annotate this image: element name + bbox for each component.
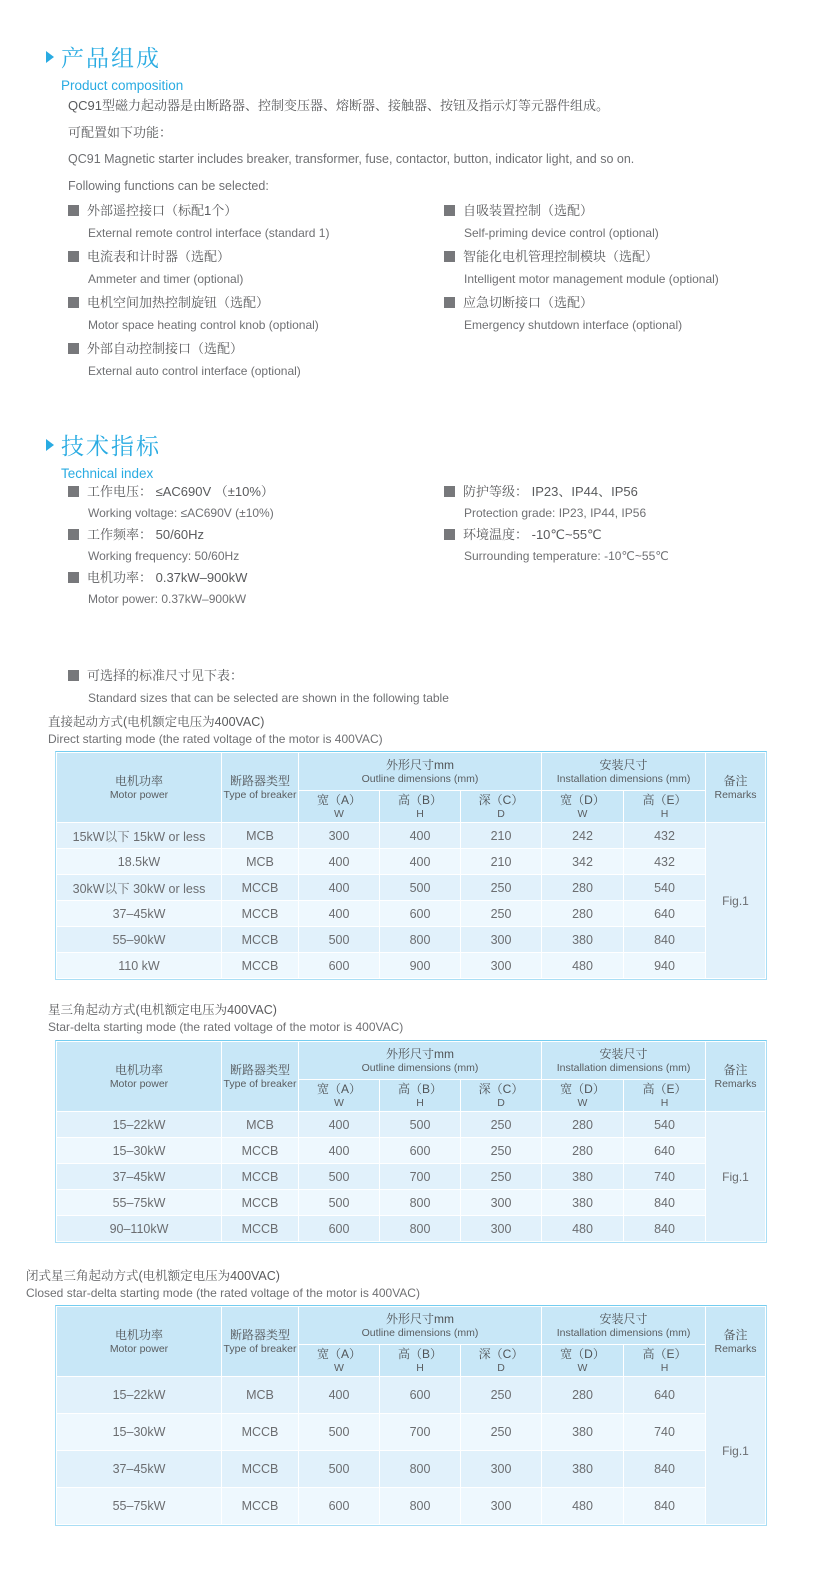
- table-cell: MCB: [222, 849, 299, 875]
- table-cell: 90–110kW: [57, 1216, 222, 1242]
- column-header-zh: 高（E）: [642, 1346, 687, 1361]
- column-header-zh: 断路器类型: [229, 1327, 290, 1342]
- feature-item: [68, 337, 329, 383]
- section-product-composition-header: [46, 40, 183, 93]
- spec-list-right: [444, 481, 669, 567]
- column-header-zh: 安装尺寸: [599, 1311, 648, 1326]
- column-header-en: Type of breaker: [223, 1077, 297, 1090]
- item-text-en: Self-priming device control (optional): [464, 226, 659, 240]
- column-header-zh: 备注: [723, 1327, 748, 1342]
- column-header-zh: 宽（D）: [560, 1081, 605, 1096]
- column-header: [706, 1042, 766, 1112]
- table-title-zh: 闭式星三角起动方式(电机额定电压为400VAC): [26, 1269, 280, 1283]
- column-header-en: H: [660, 807, 669, 820]
- table-cell: 480: [542, 1216, 624, 1242]
- column-header-en: Type of breaker: [223, 788, 297, 801]
- column-header-zh: 宽（D）: [560, 792, 605, 807]
- bullet-square-icon: [68, 572, 79, 583]
- column-header: [380, 791, 461, 823]
- table3-title: [26, 1268, 420, 1302]
- column-header: [542, 753, 706, 791]
- table-cell: 480: [542, 953, 624, 979]
- table-cell: 300: [461, 1216, 542, 1242]
- column-header-en: Outline dimensions (mm): [361, 1061, 479, 1074]
- column-header-zh: 电机功率: [114, 1062, 163, 1077]
- table-cell: 250: [461, 1377, 542, 1414]
- column-header-en: Installation dimensions (mm): [556, 772, 691, 785]
- table-cell: 280: [542, 901, 624, 927]
- section-title-zh: 产品组成: [61, 45, 161, 71]
- column-header-en: Installation dimensions (mm): [556, 1061, 691, 1074]
- spec-item: [444, 524, 669, 567]
- direct-starting-table: [55, 751, 767, 980]
- column-header-en: Remarks: [714, 788, 757, 801]
- spec-item: [68, 524, 274, 567]
- column-header-en: Remarks: [714, 1342, 757, 1355]
- table-cell: 800: [380, 927, 461, 953]
- section-title-en: Technical index: [61, 466, 154, 481]
- triangle-bullet-icon: [46, 51, 54, 63]
- table-cell: 840: [624, 1190, 706, 1216]
- dimensions-table: [56, 1041, 766, 1242]
- table-cell: 740: [624, 1164, 706, 1190]
- spec-item: [68, 567, 274, 610]
- table-cell: MCCB: [222, 1164, 299, 1190]
- table-cell: 400: [299, 1377, 380, 1414]
- column-header-zh: 安装尺寸: [599, 757, 648, 772]
- column-header-en: W: [577, 807, 588, 820]
- table-cell: 250: [461, 875, 542, 901]
- column-header: [461, 791, 542, 823]
- column-header: [706, 1307, 766, 1377]
- table-cell: 800: [380, 1451, 461, 1488]
- column-header-zh: 安装尺寸: [599, 1046, 648, 1061]
- table-cell: 210: [461, 849, 542, 875]
- column-header-en: H: [416, 807, 424, 820]
- remark-cell: Fig.1: [706, 1112, 766, 1242]
- section-title-en: Product composition: [61, 78, 184, 93]
- bullet-square-icon: [68, 205, 79, 216]
- intro-paragraphs: [68, 92, 778, 200]
- table-cell: MCCB: [222, 1488, 299, 1525]
- table-cell: 380: [542, 1190, 624, 1216]
- item-text-en: Motor space heating control knob (optional): [88, 318, 319, 332]
- column-header-zh: 宽（A）: [316, 1081, 361, 1096]
- column-header: [299, 1080, 380, 1112]
- column-header-en: Outline dimensions (mm): [361, 772, 479, 785]
- column-header: [542, 1345, 624, 1377]
- column-header: [222, 1307, 299, 1377]
- table-cell: 250: [461, 901, 542, 927]
- section-title-zh: 技术指标: [61, 433, 161, 459]
- item-text-zh: 环境温度： -10℃~55℃: [444, 524, 669, 546]
- triangle-bullet-icon: [46, 439, 54, 451]
- table-cell: 15–30kW: [57, 1138, 222, 1164]
- table-cell: 15–22kW: [57, 1112, 222, 1138]
- feature-item: [444, 199, 719, 245]
- table-cell: 432: [624, 823, 706, 849]
- column-header-zh: 高（B）: [397, 792, 442, 807]
- column-header-zh: 外形尺寸mm: [386, 1311, 454, 1326]
- item-text-zh: 电机空间加热控制旋钮（选配）: [68, 291, 329, 314]
- column-header-en: W: [577, 1361, 588, 1374]
- table-cell: 280: [542, 1377, 624, 1414]
- item-text-en: External remote control interface (standard 1): [88, 226, 330, 240]
- table-row: [57, 1488, 766, 1525]
- column-header-en: Installation dimensions (mm): [556, 1326, 691, 1339]
- table-cell: 640: [624, 1377, 706, 1414]
- table-cell: 300: [461, 1451, 542, 1488]
- table-row: [57, 953, 766, 979]
- table-cell: 900: [380, 953, 461, 979]
- table-cell: 15kW以下 15kW or less: [57, 823, 222, 849]
- table-cell: 600: [380, 901, 461, 927]
- table-cell: 600: [299, 953, 380, 979]
- table-cell: 300: [461, 1488, 542, 1525]
- feature-list-right: [444, 199, 719, 337]
- table-cell: 480: [542, 1488, 624, 1525]
- table-cell: 250: [461, 1138, 542, 1164]
- column-header-en: H: [660, 1361, 669, 1374]
- column-header-en: W: [577, 1096, 588, 1109]
- table-row: [57, 901, 766, 927]
- table-cell: 280: [542, 1112, 624, 1138]
- standard-sizes-note: [68, 664, 449, 710]
- column-header-en: W: [334, 1096, 344, 1109]
- column-header-zh: 高（B）: [397, 1346, 442, 1361]
- column-header: [299, 791, 380, 823]
- column-header: [222, 753, 299, 823]
- feature-item: [444, 291, 719, 337]
- table-cell: 210: [461, 823, 542, 849]
- column-header: [299, 1042, 542, 1080]
- spec-list-left: [68, 481, 274, 610]
- item-text-zh: 智能化电机管理控制模块（选配）: [444, 245, 719, 268]
- table-cell: 18.5kW: [57, 849, 222, 875]
- table-row: [57, 1414, 766, 1451]
- column-header: [57, 753, 222, 823]
- column-header-zh: 高（E）: [642, 792, 687, 807]
- table-row: [57, 875, 766, 901]
- table-row: [57, 1451, 766, 1488]
- item-text-zh: 应急切断接口（选配）: [444, 291, 719, 314]
- table-cell: 300: [461, 927, 542, 953]
- table-cell: 250: [461, 1164, 542, 1190]
- column-header-en: H: [416, 1096, 424, 1109]
- table-row: [57, 927, 766, 953]
- column-header: [624, 791, 706, 823]
- column-header-en: H: [660, 1096, 669, 1109]
- table-cell: 250: [461, 1112, 542, 1138]
- table-row: [57, 1216, 766, 1242]
- bullet-square-icon: [68, 251, 79, 262]
- item-text-zh: 自吸装置控制（选配）: [444, 199, 719, 222]
- table-cell: 540: [624, 875, 706, 901]
- column-header: [542, 1080, 624, 1112]
- dimensions-table: [56, 1306, 766, 1525]
- table-cell: 740: [624, 1414, 706, 1451]
- column-header-en: D: [497, 1096, 505, 1109]
- table-cell: MCCB: [222, 1451, 299, 1488]
- column-header: [57, 1307, 222, 1377]
- feature-item: [68, 245, 329, 291]
- item-text-en: Emergency shutdown interface (optional): [464, 318, 683, 332]
- column-header-zh: 外形尺寸mm: [386, 757, 454, 772]
- table-cell: 940: [624, 953, 706, 979]
- column-header: [380, 1080, 461, 1112]
- spec-item: [68, 481, 274, 524]
- table-cell: MCCB: [222, 927, 299, 953]
- item-text-en: Intelligent motor management module (optional): [464, 272, 719, 286]
- item-text-zh: 防护等级： IP23、IP44、IP56: [444, 481, 669, 503]
- column-header-en: D: [497, 807, 505, 820]
- column-header-zh: 深（C）: [478, 1346, 524, 1361]
- intro-paragraph-en: Following functions can be selected:: [68, 179, 269, 193]
- table-cell: 500: [299, 1164, 380, 1190]
- column-header-zh: 高（E）: [642, 1081, 687, 1096]
- table-cell: 840: [624, 1216, 706, 1242]
- column-header: [299, 1307, 542, 1345]
- column-header: [299, 753, 542, 791]
- column-header-zh: 断路器类型: [229, 1062, 290, 1077]
- table-cell: MCB: [222, 1112, 299, 1138]
- column-header-zh: 备注: [723, 1062, 748, 1077]
- table-cell: 600: [380, 1138, 461, 1164]
- table-cell: 840: [624, 927, 706, 953]
- table-cell: 600: [380, 1377, 461, 1414]
- table-title-zh: 直接起动方式(电机额定电压为400VAC): [48, 715, 265, 729]
- column-header-zh: 备注: [723, 773, 748, 788]
- table-cell: 15–22kW: [57, 1377, 222, 1414]
- item-text-en: Working frequency: 50/60Hz: [88, 548, 240, 563]
- table-row: [57, 1190, 766, 1216]
- column-header: [624, 1345, 706, 1377]
- spec-item: [444, 481, 669, 524]
- column-header: [461, 1345, 542, 1377]
- table-cell: 280: [542, 875, 624, 901]
- table-cell: 55–75kW: [57, 1190, 222, 1216]
- item-text-zh: 外部遥控接口（标配1个）: [68, 199, 329, 222]
- column-header: [542, 1307, 706, 1345]
- bullet-square-icon: [68, 297, 79, 308]
- intro-paragraph-zh: 可配置如下功能：: [68, 125, 173, 140]
- table-cell: 380: [542, 927, 624, 953]
- bullet-square-icon: [68, 486, 79, 497]
- table-cell: 500: [380, 1112, 461, 1138]
- table-cell: MCB: [222, 823, 299, 849]
- feature-list-left: [68, 199, 329, 383]
- table-cell: 540: [624, 1112, 706, 1138]
- bullet-square-icon: [68, 529, 79, 540]
- dimensions-table: [56, 752, 766, 979]
- table-row: [57, 1112, 766, 1138]
- table-cell: 800: [380, 1190, 461, 1216]
- table-cell: 380: [542, 1164, 624, 1190]
- item-text-zh: 工作电压： ≤AC690V （±10%）: [68, 481, 274, 503]
- table-row: [57, 1138, 766, 1164]
- table-row: [57, 823, 766, 849]
- table-cell: 400: [380, 823, 461, 849]
- column-header-zh: 深（C）: [478, 792, 524, 807]
- column-header-en: Outline dimensions (mm): [361, 1326, 479, 1339]
- bullet-square-icon: [444, 529, 455, 540]
- table-cell: 37–45kW: [57, 901, 222, 927]
- table-cell: 280: [542, 1138, 624, 1164]
- table-cell: 500: [299, 927, 380, 953]
- column-header-zh: 高（B）: [397, 1081, 442, 1096]
- table-cell: 250: [461, 1414, 542, 1451]
- item-text-en: Ammeter and timer (optional): [88, 272, 244, 286]
- column-header-en: Motor power: [109, 788, 169, 801]
- column-header-en: Remarks: [714, 1077, 757, 1090]
- item-text-zh: 外部自动控制接口（选配）: [68, 337, 329, 360]
- column-header: [222, 1042, 299, 1112]
- table-cell: 300: [461, 953, 542, 979]
- column-header-zh: 宽（A）: [316, 1346, 361, 1361]
- table-row: [57, 849, 766, 875]
- column-header-zh: 电机功率: [114, 1327, 163, 1342]
- column-header: [57, 1042, 222, 1112]
- table-cell: 800: [380, 1488, 461, 1525]
- table-cell: 640: [624, 1138, 706, 1164]
- column-header-en: Motor power: [109, 1342, 169, 1355]
- column-header-zh: 断路器类型: [229, 773, 290, 788]
- intro-paragraph-zh: QC91型磁力起动器是由断路器、控制变压器、熔断器、接触器、按钮及指示灯等元器件组成。: [68, 98, 609, 113]
- remark-cell: Fig.1: [706, 823, 766, 979]
- table-cell: 300: [461, 1190, 542, 1216]
- note-zh: 可选择的标准尺寸见下表：: [68, 664, 449, 687]
- table-cell: 640: [624, 901, 706, 927]
- table2-title: [48, 1002, 403, 1036]
- table-cell: MCCB: [222, 875, 299, 901]
- column-header: [542, 791, 624, 823]
- table-title-en: Star-delta starting mode (the rated voltage of the motor is 400VAC): [48, 1020, 404, 1034]
- table-cell: 600: [299, 1488, 380, 1525]
- table-cell: 400: [380, 849, 461, 875]
- table-cell: 37–45kW: [57, 1451, 222, 1488]
- column-header-zh: 宽（A）: [316, 792, 361, 807]
- table-cell: 500: [380, 875, 461, 901]
- column-header-zh: 宽（D）: [560, 1346, 605, 1361]
- table-cell: MCCB: [222, 1216, 299, 1242]
- table-cell: 55–75kW: [57, 1488, 222, 1525]
- table1-title: [48, 714, 383, 748]
- bullet-square-icon: [444, 205, 455, 216]
- bullet-square-icon: [444, 297, 455, 308]
- table-cell: 840: [624, 1451, 706, 1488]
- column-header-en: H: [416, 1361, 424, 1374]
- table-cell: 37–45kW: [57, 1164, 222, 1190]
- remark-cell: Fig.1: [706, 1377, 766, 1525]
- table-cell: 400: [299, 849, 380, 875]
- item-text-zh: 工作频率： 50/60Hz: [68, 524, 274, 546]
- column-header: [461, 1080, 542, 1112]
- table-row: [57, 1164, 766, 1190]
- table-cell: 30kW以下 30kW or less: [57, 875, 222, 901]
- table-cell: MCCB: [222, 901, 299, 927]
- table-cell: 380: [542, 1451, 624, 1488]
- column-header-en: W: [334, 1361, 344, 1374]
- intro-paragraph-en: QC91 Magnetic starter includes breaker, transformer, fuse, contactor, button, indicator light, and so on.: [68, 152, 635, 166]
- table-cell: 400: [299, 1112, 380, 1138]
- column-header-en: D: [497, 1361, 505, 1374]
- bullet-square-icon: [68, 670, 79, 681]
- table-cell: 800: [380, 1216, 461, 1242]
- table-cell: MCB: [222, 1377, 299, 1414]
- table-cell: 242: [542, 823, 624, 849]
- item-text-en: Protection grade: IP23, IP44, IP56: [464, 505, 647, 520]
- column-header-zh: 深（C）: [478, 1081, 524, 1096]
- table-cell: MCCB: [222, 953, 299, 979]
- column-header-en: Type of breaker: [223, 1342, 297, 1355]
- table-title-en: Direct starting mode (the rated voltage of the motor is 400VAC): [48, 732, 383, 746]
- table-cell: 15–30kW: [57, 1414, 222, 1451]
- column-header-en: Motor power: [109, 1077, 169, 1090]
- table-cell: 500: [299, 1190, 380, 1216]
- star-delta-table: [55, 1040, 767, 1243]
- item-text-en: Motor power: 0.37kW–900kW: [88, 591, 247, 606]
- bullet-square-icon: [444, 251, 455, 262]
- item-text-zh: 电机功率： 0.37kW–900kW: [68, 567, 274, 589]
- closed-star-delta-table: [55, 1305, 767, 1526]
- table-row: [57, 1377, 766, 1414]
- section-technical-index-header: [46, 428, 161, 481]
- column-header-zh: 电机功率: [114, 773, 163, 788]
- column-header: [299, 1345, 380, 1377]
- table-cell: 840: [624, 1488, 706, 1525]
- table-cell: 500: [299, 1414, 380, 1451]
- item-text-en: Working voltage: ≤AC690V (±10%): [88, 505, 274, 520]
- table-cell: 300: [299, 823, 380, 849]
- table-cell: MCCB: [222, 1138, 299, 1164]
- table-cell: 342: [542, 849, 624, 875]
- table-cell: 400: [299, 1138, 380, 1164]
- table-cell: 55–90kW: [57, 927, 222, 953]
- note-en: Standard sizes that can be selected are shown in the following table: [88, 691, 449, 705]
- table-cell: MCCB: [222, 1414, 299, 1451]
- column-header-en: W: [334, 807, 344, 820]
- table-cell: MCCB: [222, 1190, 299, 1216]
- column-header: [542, 1042, 706, 1080]
- table-cell: 700: [380, 1414, 461, 1451]
- feature-item: [68, 291, 329, 337]
- bullet-square-icon: [444, 486, 455, 497]
- bullet-square-icon: [68, 343, 79, 354]
- table-cell: 432: [624, 849, 706, 875]
- table-cell: 700: [380, 1164, 461, 1190]
- table-title-en: Closed star-delta starting mode (the rated voltage of the motor is 400VAC): [26, 1286, 420, 1300]
- item-text-zh: 电流表和计时器（选配）: [68, 245, 329, 268]
- item-text-en: Surrounding temperature: -10℃~55℃: [464, 548, 669, 563]
- table-cell: 110 kW: [57, 953, 222, 979]
- column-header: [624, 1080, 706, 1112]
- column-header: [380, 1345, 461, 1377]
- feature-item: [68, 199, 329, 245]
- table-cell: 600: [299, 1216, 380, 1242]
- column-header-zh: 外形尺寸mm: [386, 1046, 454, 1061]
- feature-item: [444, 245, 719, 291]
- table-cell: 500: [299, 1451, 380, 1488]
- table-cell: 400: [299, 875, 380, 901]
- table-cell: 380: [542, 1414, 624, 1451]
- table-title-zh: 星三角起动方式(电机额定电压为400VAC): [48, 1003, 277, 1017]
- table-cell: 400: [299, 901, 380, 927]
- item-text-en: External auto control interface (optional): [88, 364, 301, 378]
- column-header: [706, 753, 766, 823]
